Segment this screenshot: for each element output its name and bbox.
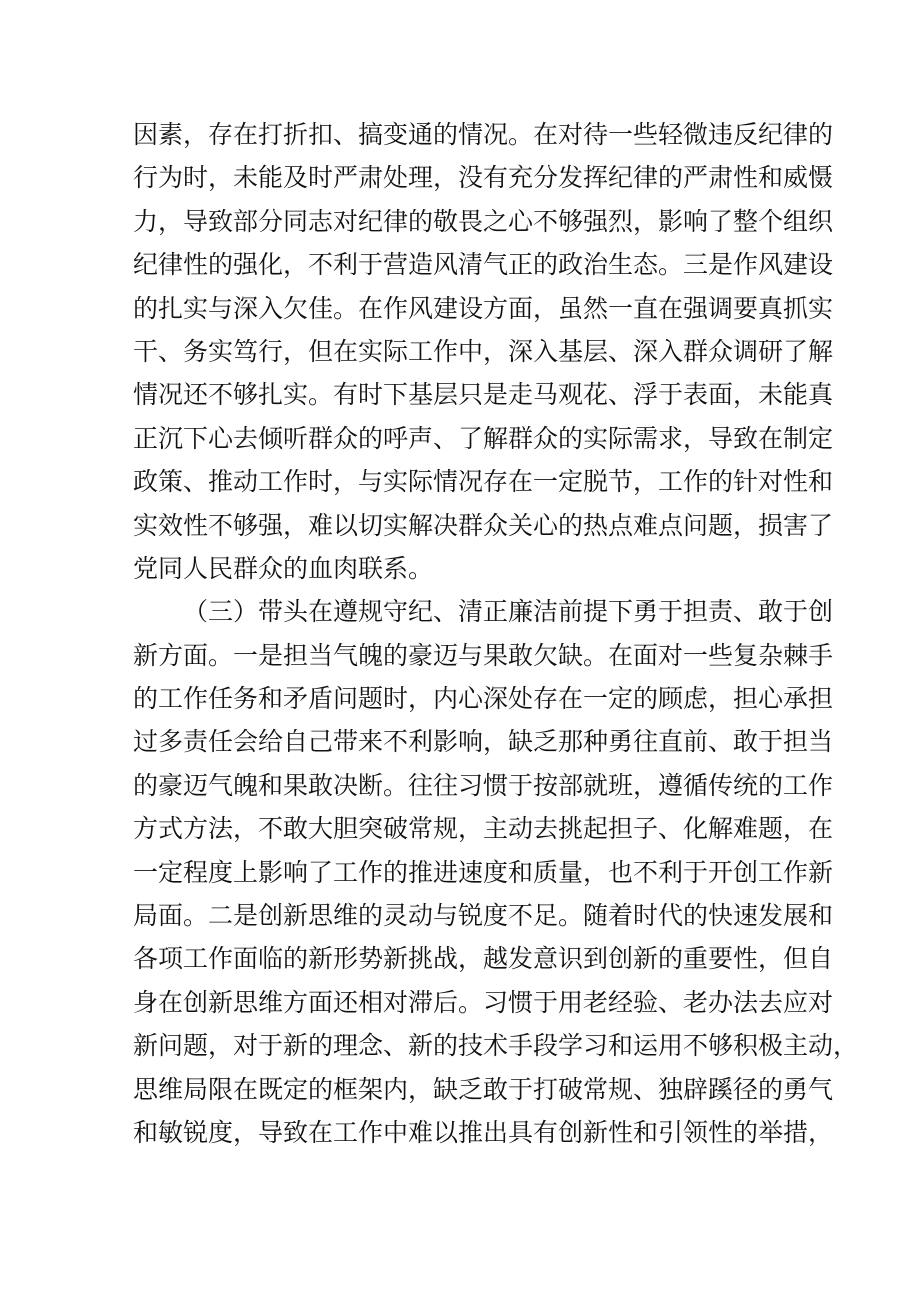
text-line: 纪律性的强化，不利于营造风清气正的政治生态。三是作风建设 [133,250,834,280]
text-line: 政策、推动工作时，与实际情况存在一定脱节，工作的针对性和 [133,467,834,497]
text-line: 新问题，对于新的理念、新的技术手段学习和运用不够积极主动， [133,1031,859,1061]
text-line: 情况还不够扎实。有时下基层只是走马观花、浮于表面，未能真 [133,380,834,410]
body-text [133,113,859,1154]
text-line: 正沉下心去倾听群众的呼声、了解群众的实际需求，导致在制定 [133,423,834,453]
text-line: 干、务实笃行，但在实际工作中，深入基层、深入群众调研了解 [133,336,834,366]
text-line: 方式方法，不敢大胆突破常规，主动去挑起担子、化解难题，在 [133,814,834,844]
text-line: 各项工作面临的新形势新挑战，越发意识到创新的重要性，但自 [133,944,834,974]
text-line: 力，导致部分同志对纪律的敬畏之心不够强烈，影响了整个组织 [133,206,834,236]
text-line: 新方面。一是担当气魄的豪迈与果敢欠缺。在面对一些复杂棘手 [133,640,834,670]
text-line: 局面。二是创新思维的灵动与锐度不足。随着时代的快速发展和 [133,901,834,931]
text-line: 行为时，未能及时严肃处理，没有充分发挥纪律的严肃性和威慑 [133,163,834,193]
text-line: 过多责任会给自己带来不利影响，缺乏那种勇往直前、敢于担当 [133,727,834,757]
text-line: 实效性不够强，难以切实解决群众关心的热点难点问题，损害了 [133,510,834,540]
text-line: 的工作任务和矛盾问题时，内心深处存在一定的顾虑，担心承担 [133,684,834,714]
text-line: 因素，存在打折扣、搞变通的情况。在对待一些轻微违反纪律的 [133,120,834,149]
text-line: 的扎实与深入欠佳。在作风建设方面，虽然一直在强调要真抓实 [133,293,834,323]
text-line: 党同人民群众的血肉联系。 [133,553,434,583]
text-line: 的豪迈气魄和果敢决断。往往习惯于按部就班，遵循传统的工作 [133,770,834,800]
text-line: 和敏锐度，导致在工作中难以推出具有创新性和引领性的举措， [133,1117,834,1147]
text-line: 思维局限在既定的框架内，缺乏敢于打破常规、独辟蹊径的勇气 [133,1074,834,1104]
text-line: 一定程度上影响了工作的推进速度和质量，也不利于开创工作新 [133,857,834,887]
text-line: 身在创新思维方面还相对滞后。习惯于用老经验、老办法去应对 [133,987,834,1017]
text-line: （三）带头在遵规守纪、清正廉洁前提下勇于担责、敢于创 [183,597,834,627]
